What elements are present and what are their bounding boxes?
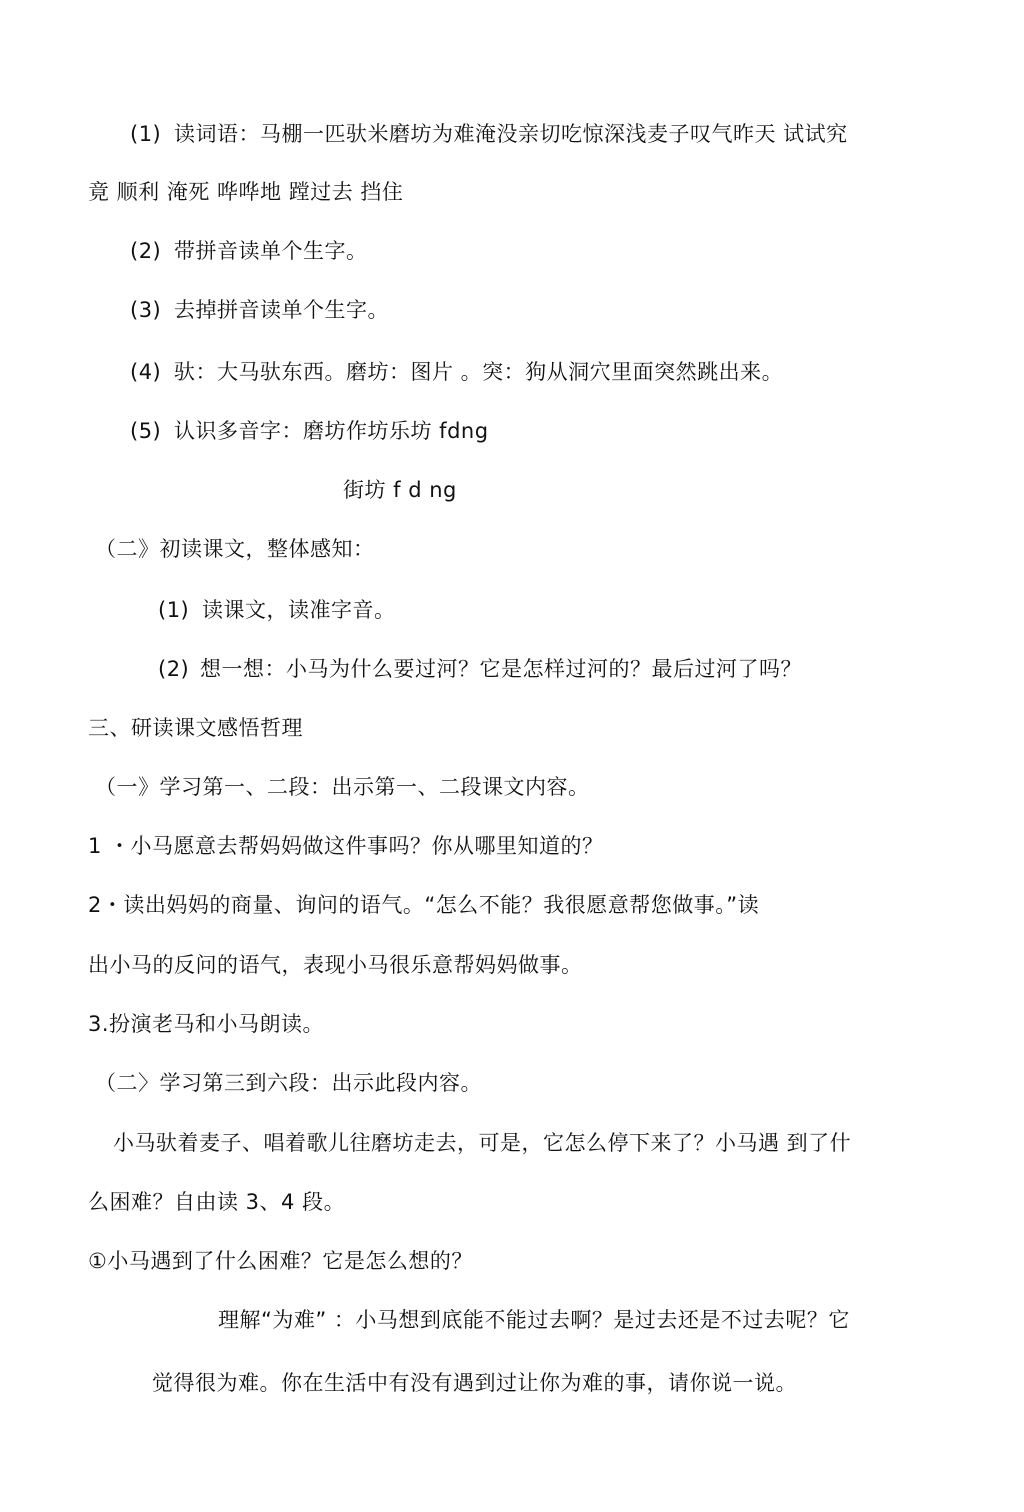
question-1: 1 ・小马愿意去帮妈妈做这件事吗？你从哪里知道的？ [88, 834, 604, 858]
vocab-item-4 [130, 358, 783, 386]
item-number: (2) [130, 239, 162, 263]
item-text: 认识多音字：磨坊作坊乐坊 fdng [174, 419, 489, 443]
section-heading-study: 三、研读课文感悟哲理 [88, 716, 303, 740]
item-number: (4) [130, 360, 162, 384]
question-3: 3.扮演老马和小马朗读。 [88, 1012, 325, 1036]
circled-question-1: ①小马遇到了什么困难？它是怎么想的？ [88, 1249, 473, 1273]
explain-paragraph-continuation: 觉得很为难。你在生活中有没有遇到过让你为难的事，请你说一说。 [152, 1371, 797, 1395]
vocab-item-2 [130, 237, 368, 265]
paragraph-1-continuation: 么困难？自由读 3、4 段。 [88, 1190, 346, 1214]
vocab-item-1-continuation: 竟 顺利 淹死 哗哗地 蹚过去 挡住 [88, 180, 404, 204]
item-text: 想一想：小马为什么要过河？它是怎样过河的？最后过河了吗？ [200, 657, 802, 681]
question-2-continuation: 出小马的反问的语气，表现小马很乐意帮妈妈做事。 [88, 953, 583, 977]
item-number: (1) [130, 122, 162, 146]
read-item-1 [158, 596, 396, 624]
item-number: (5) [130, 419, 162, 443]
vocab-item-5-continuation: 街坊 f d ng [343, 478, 457, 502]
question-2: 2・读出妈妈的商量、询问的语气。“怎么不能？我很愿意帮您做事。”读 [88, 893, 760, 917]
vocab-item-1 [130, 120, 848, 148]
item-text: 读词语：马棚一匹驮米磨坊为难淹没亲切吃惊深浅麦子叹气昨天 试试究 [174, 122, 848, 146]
read-item-2 [158, 655, 802, 683]
item-text: 去掉拼音读单个生字。 [174, 298, 389, 322]
paragraph-1: 小马驮着麦子、唱着歌儿往磨坊走去，可是，它怎么停下来了？小马遇 到了什 [113, 1131, 852, 1155]
item-number: (1) [158, 598, 190, 622]
item-number: (2) [158, 657, 190, 681]
item-number: (3) [130, 298, 162, 322]
sub-heading-2: （二〉学习第三到六段：出示此段内容。 [95, 1071, 482, 1095]
item-text: 驮：大马驮东西。磨坊：图片 。突：狗从洞穴里面突然跳出来。 [174, 360, 784, 384]
item-text: 带拼音读单个生字。 [174, 239, 368, 263]
sub-heading-1: （一》学习第一、二段：出示第一、二段课文内容。 [95, 775, 590, 799]
section-heading-first-read: （二》初读课文，整体感知： [95, 537, 375, 561]
explain-paragraph: 理解“为难” ：小马想到底能不能过去啊？是过去还是不过去呢？它 [218, 1308, 850, 1332]
item-text: 读课文，读准字音。 [202, 598, 396, 622]
vocab-item-3 [130, 296, 389, 324]
vocab-item-5 [130, 417, 489, 445]
